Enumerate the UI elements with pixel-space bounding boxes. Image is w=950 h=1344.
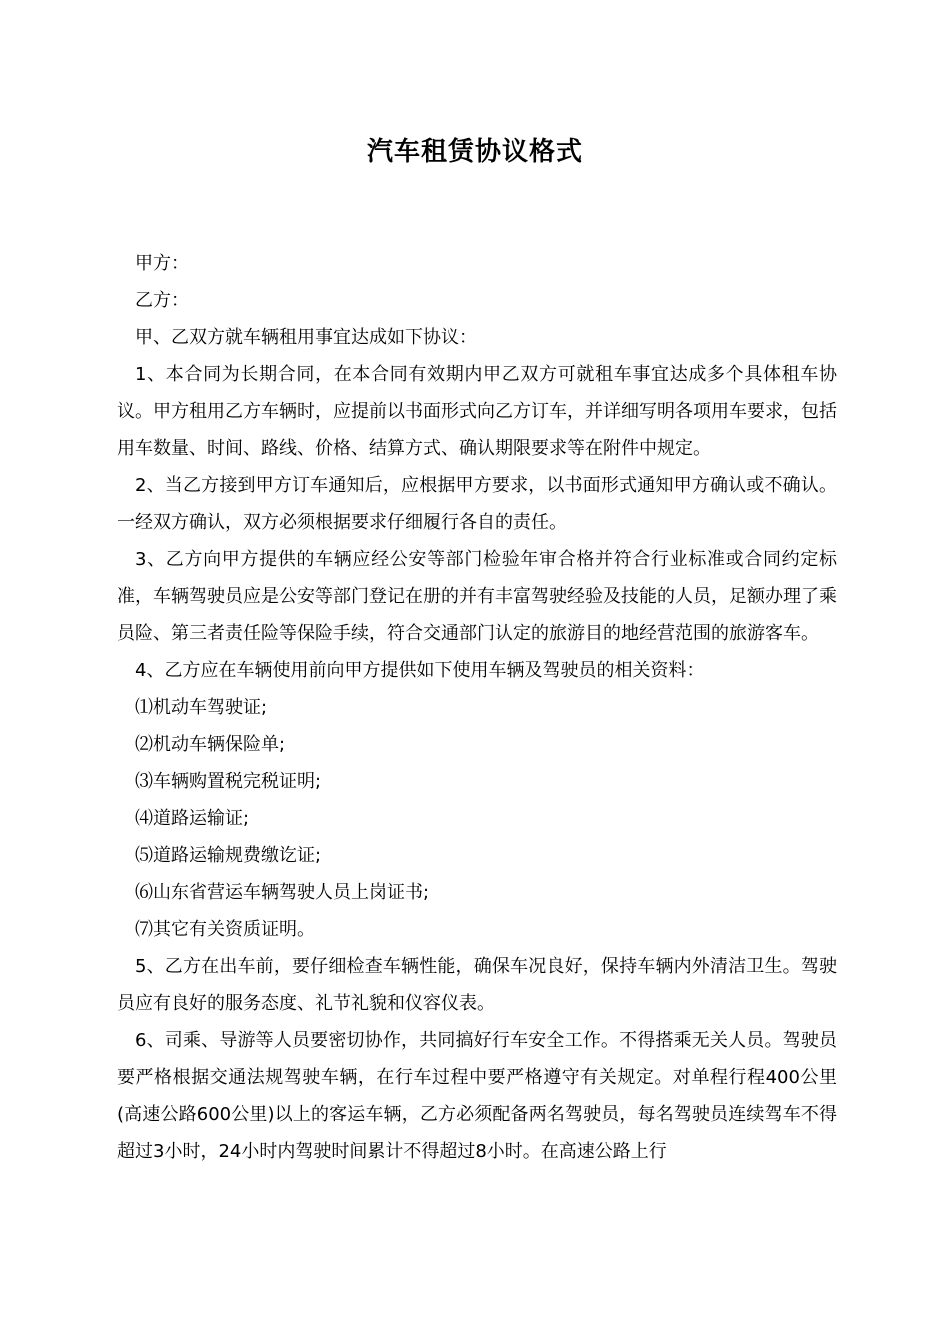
clause-4-item: ⑶车辆购置税完税证明; [135, 771, 322, 792]
clause-4-item: ⑺其它有关资质证明。 [135, 919, 315, 940]
clause-5: 5、乙方在出车前，要仔细检查车辆性能，确保车况良好，保持车辆内外清洁卫生。驾驶员应有良好的服务态度、礼节礼貌和仪容仪表。 [117, 956, 837, 1014]
document-title: 汽车租赁协议格式 [366, 137, 583, 167]
clause-4-item: ⑴机动车驾驶证; [135, 697, 268, 718]
clause-4-item: ⑷道路运输证; [135, 808, 250, 829]
clause-4-item: ⑵机动车辆保险单; [135, 734, 286, 755]
party-a-line: 甲方： [135, 253, 189, 274]
clause-4: 4、乙方应在车辆使用前向甲方提供如下使用车辆及驾驶员的相关资料： [135, 660, 705, 681]
document-body [117, 245, 837, 1170]
clause-3: 3、乙方向甲方提供的车辆应经公安等部门检验年审合格并符合行业标准或合同约定标准，车辆驾驶员应是公安等部门登记在册的并有丰富驾驶经验及技能的人员，足额办理了乘员险、第三者责任险等保险手续，符合交通部门认定的旅游目的地经营范围的旅游客车。 [117, 549, 837, 644]
clause-1: 1、本合同为长期合同，在本合同有效期内甲乙双方可就租车事宜达成多个具体租车协议。甲方租用乙方车辆时，应提前以书面形式向乙方订车，并详细写明各项用车要求，包括用车数量、时间、路线、价格、结算方式、确认期限要求等在附件中规定。 [117, 364, 837, 459]
clause-6: 6、司乘、导游等人员要密切协作，共同搞好行车安全工作。不得搭乘无关人员。驾驶员要严格根据交通法规驾驶车辆，在行车过程中要严格遵守有关规定。对单程行程400公里(高速公路600公里)以上的客运车辆，乙方必须配备两名驾驶员，每名驾驶员连续驾车不得超过3小时，24小时内驾驶时间累计不得超过8小时。在高速公路上行 [117, 1030, 837, 1162]
clause-2: 2、当乙方接到甲方订车通知后，应根据甲方要求，以书面形式通知甲方确认或不确认。一经双方确认，双方必须根据要求仔细履行各自的责任。 [117, 475, 837, 533]
clause-4-item: ⑸道路运输规费缴讫证; [135, 845, 322, 866]
party-b-line: 乙方： [135, 290, 189, 311]
clause-4-item: ⑹山东省营运车辆驾驶人员上岗证书; [135, 882, 430, 903]
intro-paragraph: 甲、乙双方就车辆租用事宜达成如下协议： [135, 327, 477, 348]
